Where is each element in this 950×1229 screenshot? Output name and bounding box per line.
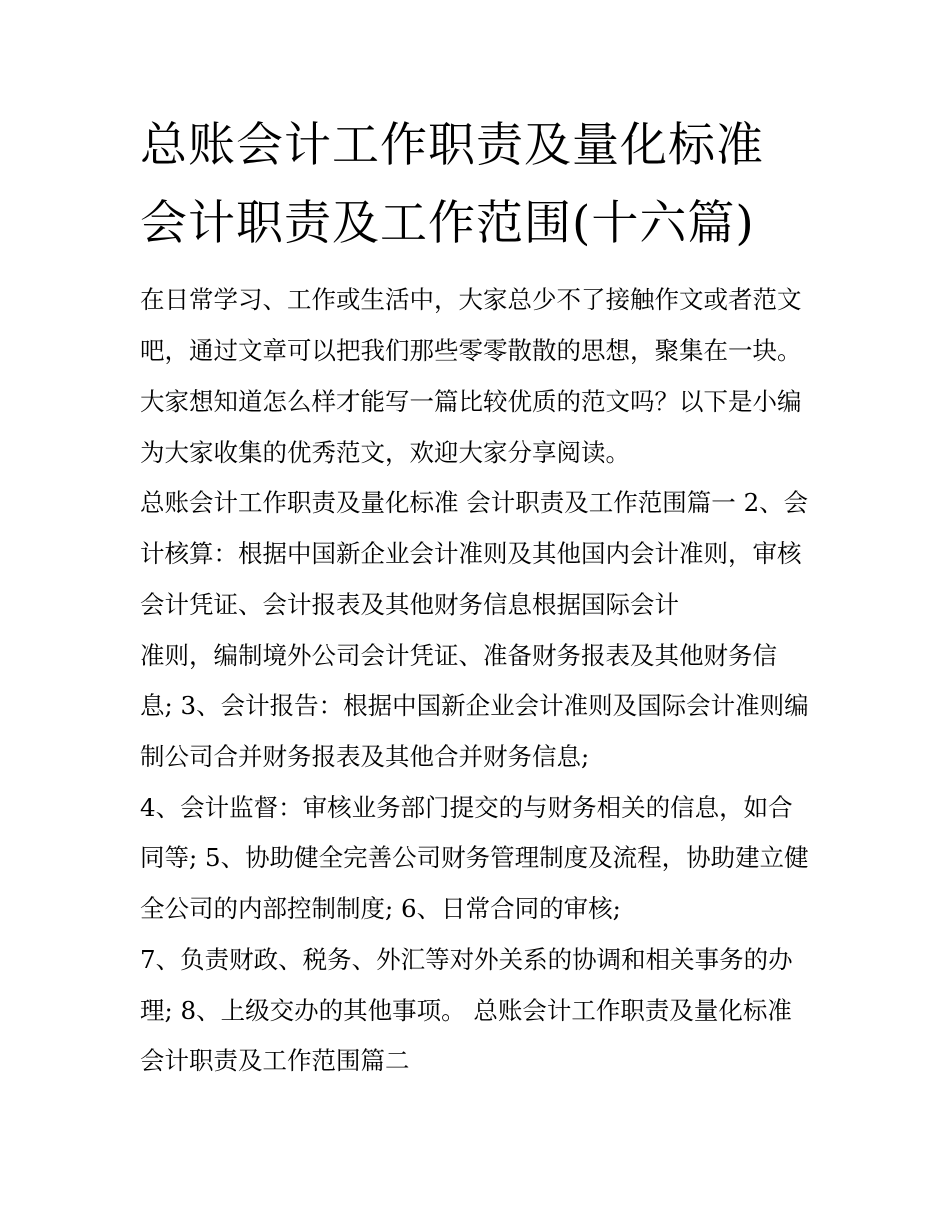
paragraph-line-3: 大家想知道怎么样才能写一篇比较优质的范文吗？以下是小编 <box>140 387 802 416</box>
paragraph-line-9: 息; 3、会计报告：根据中国新企业会计准则及国际会计准则编 <box>140 691 809 720</box>
paragraph-line-6: 计核算：根据中国新企业会计准则及其他国内会计准则，审核 <box>140 539 802 568</box>
paragraph-line-12: 同等; 5、协助健全完善公司财务管理制度及流程，协助建立健 <box>140 843 809 872</box>
paragraph-line-8: 准则，编制境外公司会计凭证、准备财务报表及其他财务信 <box>140 641 777 670</box>
paragraph-line-15: 理; 8、上级交办的其他事项。 总账会计工作职责及量化标准 <box>140 996 792 1025</box>
paragraph-line-5: 总账会计工作职责及量化标准 会计职责及工作范围篇一 2、会 <box>140 488 809 517</box>
paragraph-line-16: 会计职责及工作范围篇二 <box>140 1046 410 1075</box>
paragraph-line-11: 4、会计监督：审核业务部门提交的与财务相关的信息，如合 <box>140 793 793 822</box>
paragraph-line-2: 吧，通过文章可以把我们那些零零散散的思想，聚集在一块。 <box>140 336 802 365</box>
paragraph-line-1: 在日常学习、工作或生活中，大家总少不了接触作文或者范文 <box>140 285 802 314</box>
paragraph-line-13: 全公司的内部控制制度; 6、日常合同的审核; <box>140 894 621 923</box>
document-title-line-1: 总账会计工作职责及量化标准 <box>140 118 764 173</box>
paragraph-line-10: 制公司合并财务报表及其他合并财务信息; <box>140 742 590 771</box>
paragraph-line-7: 会计凭证、会计报表及其他财务信息根据国际会计 <box>140 590 679 619</box>
paragraph-line-14: 7、负责财政、税务、外汇等对外关系的协调和相关事务的办 <box>140 945 793 974</box>
document-title-line-2: 会计职责及工作范围(十六篇) <box>140 196 755 251</box>
paragraph-line-4: 为大家收集的优秀范文，欢迎大家分享阅读。 <box>140 438 630 467</box>
